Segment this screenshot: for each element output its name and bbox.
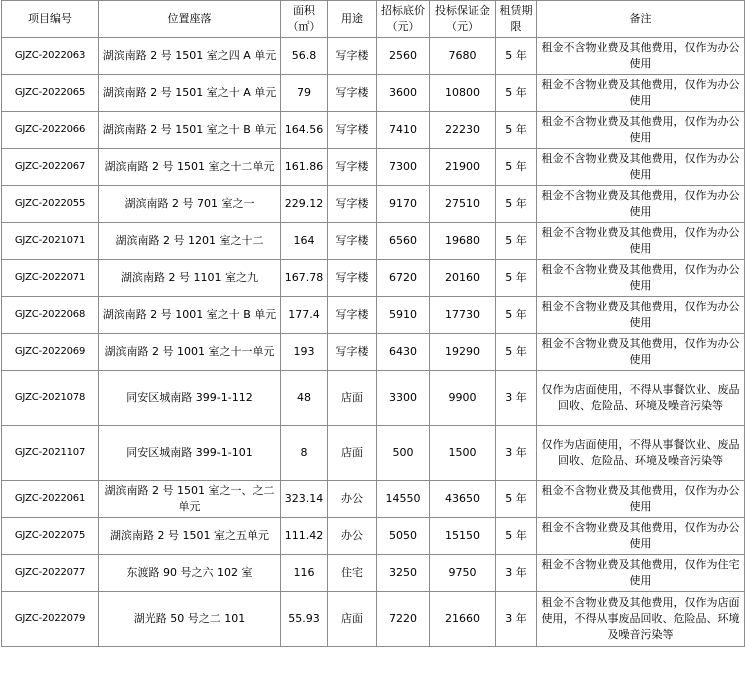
cell-deposit: 7680: [430, 38, 496, 75]
cell-base-price: 7410: [377, 112, 430, 149]
cell-area: 164: [281, 223, 328, 260]
table-row: [2, 481, 745, 518]
table-row: [2, 38, 745, 75]
cell-location: 东渡路 90 号之六 102 室: [99, 555, 281, 592]
header-row: [2, 1, 745, 38]
header-term: 租赁期限: [496, 1, 537, 38]
cell-id: GJZC-2022061: [2, 481, 99, 518]
cell-usage: 住宅: [328, 555, 377, 592]
cell-area: 55.93: [281, 592, 328, 647]
cell-usage: 办公: [328, 518, 377, 555]
cell-id: GJZC-2021078: [2, 371, 99, 426]
cell-deposit: 21660: [430, 592, 496, 647]
cell-location: 湖滨南路 2 号 1201 室之十二: [99, 223, 281, 260]
cell-area: 79: [281, 75, 328, 112]
cell-location: 湖滨南路 2 号 1001 室之十 B 单元: [99, 297, 281, 334]
cell-location: 同安区城南路 399-1-112: [99, 371, 281, 426]
cell-id: GJZC-2022065: [2, 75, 99, 112]
cell-area: 111.42: [281, 518, 328, 555]
cell-area: 56.8: [281, 38, 328, 75]
cell-location: 湖滨南路 2 号 1501 室之十 A 单元: [99, 75, 281, 112]
cell-usage: 店面: [328, 371, 377, 426]
cell-remarks: 租金不含物业费及其他费用，仅作为办公使用: [537, 149, 745, 186]
cell-id: GJZC-2022079: [2, 592, 99, 647]
cell-deposit: 10800: [430, 75, 496, 112]
cell-location: 湖滨南路 2 号 1101 室之九: [99, 260, 281, 297]
cell-deposit: 19680: [430, 223, 496, 260]
cell-area: 229.12: [281, 186, 328, 223]
header-base-price: 招标底价（元）: [377, 1, 430, 38]
cell-base-price: 5910: [377, 297, 430, 334]
cell-remarks: 租金不含物业费及其他费用，仅作为办公使用: [537, 112, 745, 149]
table-row: [2, 592, 745, 647]
table-row: [2, 75, 745, 112]
cell-area: 177.4: [281, 297, 328, 334]
header-location: 位置座落: [99, 1, 281, 38]
cell-remarks: 租金不含物业费及其他费用，仅作为办公使用: [537, 518, 745, 555]
cell-location: 湖滨南路 2 号 1501 室之一、之二单元: [99, 481, 281, 518]
cell-base-price: 7220: [377, 592, 430, 647]
cell-usage: 写字楼: [328, 75, 377, 112]
cell-location: 同安区城南路 399-1-101: [99, 426, 281, 481]
cell-base-price: 6430: [377, 334, 430, 371]
cell-base-price: 500: [377, 426, 430, 481]
cell-term: 5 年: [496, 149, 537, 186]
cell-remarks: 租金不含物业费及其他费用，仅作为办公使用: [537, 334, 745, 371]
cell-deposit: 17730: [430, 297, 496, 334]
cell-usage: 店面: [328, 426, 377, 481]
cell-remarks: 租金不含物业费及其他费用，仅作为办公使用: [537, 223, 745, 260]
table-row: [2, 112, 745, 149]
cell-term: 3 年: [496, 555, 537, 592]
cell-base-price: 3300: [377, 371, 430, 426]
cell-deposit: 43650: [430, 481, 496, 518]
cell-term: 3 年: [496, 426, 537, 481]
cell-deposit: 19290: [430, 334, 496, 371]
table-body: [2, 38, 745, 647]
table-row: [2, 149, 745, 186]
cell-term: 5 年: [496, 297, 537, 334]
lease-listing-table: [1, 0, 745, 647]
table-row: [2, 186, 745, 223]
cell-remarks: 租金不含物业费及其他费用，仅作为办公使用: [537, 38, 745, 75]
cell-term: 5 年: [496, 223, 537, 260]
cell-term: 3 年: [496, 592, 537, 647]
cell-deposit: 22230: [430, 112, 496, 149]
cell-id: GJZC-2022055: [2, 186, 99, 223]
cell-area: 323.14: [281, 481, 328, 518]
cell-remarks: 租金不含物业费及其他费用，仅作为办公使用: [537, 481, 745, 518]
cell-area: 161.86: [281, 149, 328, 186]
cell-area: 8: [281, 426, 328, 481]
cell-base-price: 6720: [377, 260, 430, 297]
cell-base-price: 9170: [377, 186, 430, 223]
cell-remarks: 租金不含物业费及其他费用，仅作为办公使用: [537, 75, 745, 112]
cell-usage: 写字楼: [328, 112, 377, 149]
cell-remarks: 租金不含物业费及其他费用，仅作为办公使用: [537, 297, 745, 334]
cell-location: 湖滨南路 2 号 1501 室之十 B 单元: [99, 112, 281, 149]
cell-term: 5 年: [496, 518, 537, 555]
table-row: [2, 426, 745, 481]
cell-id: GJZC-2022077: [2, 555, 99, 592]
cell-area: 193: [281, 334, 328, 371]
cell-location: 湖光路 50 号之二 101: [99, 592, 281, 647]
cell-location: 湖滨南路 2 号 1501 室之十二单元: [99, 149, 281, 186]
cell-area: 116: [281, 555, 328, 592]
table-row: [2, 297, 745, 334]
cell-base-price: 7300: [377, 149, 430, 186]
cell-id: GJZC-2022063: [2, 38, 99, 75]
cell-term: 5 年: [496, 75, 537, 112]
cell-id: GJZC-2022067: [2, 149, 99, 186]
table-row: [2, 555, 745, 592]
cell-base-price: 6560: [377, 223, 430, 260]
cell-usage: 写字楼: [328, 38, 377, 75]
cell-id: GJZC-2021107: [2, 426, 99, 481]
cell-id: GJZC-2022068: [2, 297, 99, 334]
cell-base-price: 3600: [377, 75, 430, 112]
cell-location: 湖滨南路 2 号 1501 室之四 A 单元: [99, 38, 281, 75]
cell-remarks: 租金不含物业费及其他费用，仅作为办公使用: [537, 260, 745, 297]
cell-deposit: 9900: [430, 371, 496, 426]
header-usage: 用途: [328, 1, 377, 38]
cell-term: 5 年: [496, 112, 537, 149]
header-remarks: 备注: [537, 1, 745, 38]
cell-term: 5 年: [496, 38, 537, 75]
cell-location: 湖滨南路 2 号 1001 室之十一单元: [99, 334, 281, 371]
cell-deposit: 15150: [430, 518, 496, 555]
cell-term: 5 年: [496, 334, 537, 371]
cell-usage: 写字楼: [328, 186, 377, 223]
cell-usage: 写字楼: [328, 223, 377, 260]
cell-location: 湖滨南路 2 号 701 室之一: [99, 186, 281, 223]
cell-area: 48: [281, 371, 328, 426]
cell-remarks: 仅作为店面使用，不得从事餐饮业、废品回收、危险品、环境及噪音污染等: [537, 426, 745, 481]
cell-term: 3 年: [496, 371, 537, 426]
header-id: 项目编号: [2, 1, 99, 38]
cell-usage: 店面: [328, 592, 377, 647]
cell-term: 5 年: [496, 481, 537, 518]
table-row: [2, 223, 745, 260]
cell-deposit: 20160: [430, 260, 496, 297]
cell-remarks: 租金不含物业费及其他费用，仅作为店面使用，不得从事废品回收、危险品、环境及噪音污染等: [537, 592, 745, 647]
cell-usage: 写字楼: [328, 149, 377, 186]
cell-base-price: 3250: [377, 555, 430, 592]
cell-base-price: 5050: [377, 518, 430, 555]
cell-location: 湖滨南路 2 号 1501 室之五单元: [99, 518, 281, 555]
cell-id: GJZC-2022066: [2, 112, 99, 149]
cell-term: 5 年: [496, 260, 537, 297]
table-row: [2, 334, 745, 371]
cell-area: 164.56: [281, 112, 328, 149]
header-deposit: 投标保证金（元）: [430, 1, 496, 38]
cell-base-price: 14550: [377, 481, 430, 518]
cell-area: 167.78: [281, 260, 328, 297]
cell-deposit: 27510: [430, 186, 496, 223]
cell-usage: 办公: [328, 481, 377, 518]
cell-id: GJZC-2022075: [2, 518, 99, 555]
cell-remarks: 租金不含物业费及其他费用，仅作为住宅使用: [537, 555, 745, 592]
table-row: [2, 518, 745, 555]
cell-remarks: 租金不含物业费及其他费用，仅作为办公使用: [537, 186, 745, 223]
table-row: [2, 260, 745, 297]
cell-usage: 写字楼: [328, 297, 377, 334]
cell-id: GJZC-2021071: [2, 223, 99, 260]
header-area: 面积（㎡）: [281, 1, 328, 38]
cell-usage: 写字楼: [328, 334, 377, 371]
cell-id: GJZC-2022069: [2, 334, 99, 371]
cell-id: GJZC-2022071: [2, 260, 99, 297]
cell-term: 5 年: [496, 186, 537, 223]
table-row: [2, 371, 745, 426]
cell-remarks: 仅作为店面使用，不得从事餐饮业、废品回收、危险品、环境及噪音污染等: [537, 371, 745, 426]
cell-base-price: 2560: [377, 38, 430, 75]
cell-deposit: 21900: [430, 149, 496, 186]
cell-deposit: 1500: [430, 426, 496, 481]
cell-usage: 写字楼: [328, 260, 377, 297]
cell-deposit: 9750: [430, 555, 496, 592]
